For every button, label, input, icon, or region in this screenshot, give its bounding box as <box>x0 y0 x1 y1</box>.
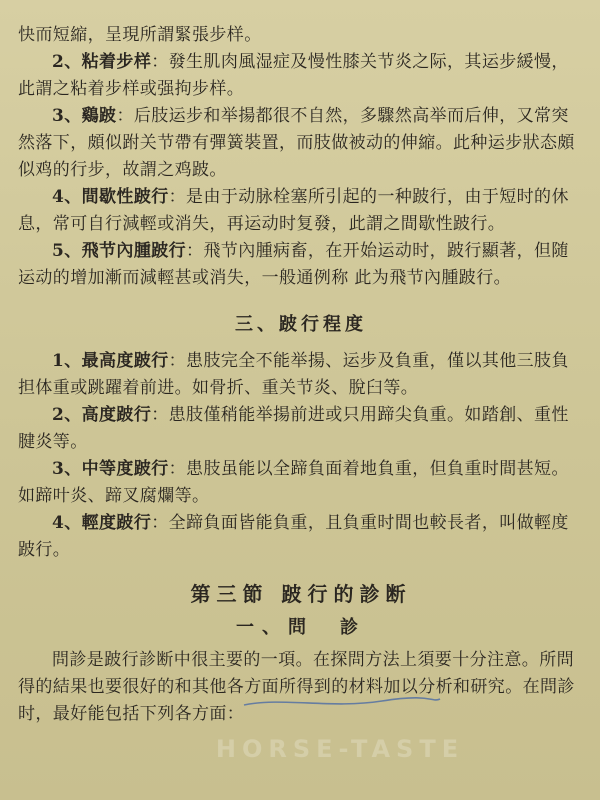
term-hock-lameness: 5、飛节內腫跛行 <box>52 241 187 261</box>
watermark-text: HORSE-TASTE <box>215 735 465 763</box>
paragraph-hock-lameness-text: ：飛节內腫病畜，在开始运动时，跛行顯著，但随运动的增加漸而減輕甚或消失，一般通例称 此为飛节內腫跛行。 <box>18 241 569 288</box>
degree-item-2-text: ：患肢僅稍能举揚前进或只用蹄尖負重。如踏創、重性腱炎等。 <box>18 405 569 452</box>
pen-underline-mark <box>242 693 442 713</box>
degree-item-4-term: 4、輕度跛行 <box>52 513 152 533</box>
paragraph-sticky-gait <box>18 49 584 103</box>
degree-item-1-term: 1、最高度跛行 <box>52 351 169 371</box>
section-heading-lameness-degree: 三、跛行程度 <box>235 314 367 335</box>
paragraph-hock-lameness <box>18 238 584 292</box>
degree-item-3 <box>18 456 584 510</box>
term-chicken-lameness: 3、鷄跛 <box>52 106 117 126</box>
term-intermittent-lameness: 4、間歇性跛行 <box>52 187 169 207</box>
paragraph-sticky-gait-text: ：發生肌肉風湿症及慢性膝关节炎之际，其运步緩慢，此謂之粘着步样或强拘步样。 <box>18 52 569 99</box>
paragraph-chicken-lameness-text: ：后肢运步和举揚都很不自然，多驟然高举而后伸，又常突然落下，頗似跗关节帶有彈簧裝置，而肢做被动的伸縮。此种运步狀态頗似鸡的行步，故謂之鸡跛。 <box>18 106 575 180</box>
paragraph-intermittent-lameness <box>18 184 584 238</box>
page-content <box>18 22 584 728</box>
degree-item-4 <box>18 510 584 564</box>
text-line-1: 快而短縮，呈現所謂緊張步样。 <box>18 25 262 45</box>
paragraph-inquiry: 問診是跛行診断中很主要的一項。在探問方法上須要十分注意。所問得的結果也要很好的和其他各方面所得到的材料加以分析和研究。在問診时，最好能包括下列各方面： <box>18 650 575 724</box>
degree-item-4-text: ：全蹄負面皆能負重，且負重时間也較長者，叫做輕度跛行。 <box>18 513 569 560</box>
degree-item-2 <box>18 402 584 456</box>
degree-item-1-text: ：患肢完全不能举揚、运步及負重，僅以其他三肢負担体重或跳躍着前进。如骨折、重关节炎、脫臼等。 <box>18 351 569 398</box>
subsection-heading-inquiry: 一、問 診 <box>236 617 366 638</box>
chapter-title: 第三節 跛行的診断 <box>190 582 412 606</box>
degree-item-3-text: ：患肢虽能以全蹄負面着地負重，但負重时間甚短。如蹄叶炎、蹄叉腐爛等。 <box>18 459 569 506</box>
degree-item-1 <box>18 348 584 402</box>
paragraph-intermittent-lameness-text: ：是由于动脉栓塞所引起的一种跛行，由于短时的休息，常可自行減輕或消失，再运动时复發，此謂之間歇性跛行。 <box>18 187 569 234</box>
degree-item-3-term: 3、中等度跛行 <box>52 459 169 479</box>
paragraph-chicken-lameness <box>18 103 584 184</box>
degree-item-2-term: 2、高度跛行 <box>52 405 152 425</box>
term-sticky-gait: 2、粘着步样 <box>52 52 152 72</box>
